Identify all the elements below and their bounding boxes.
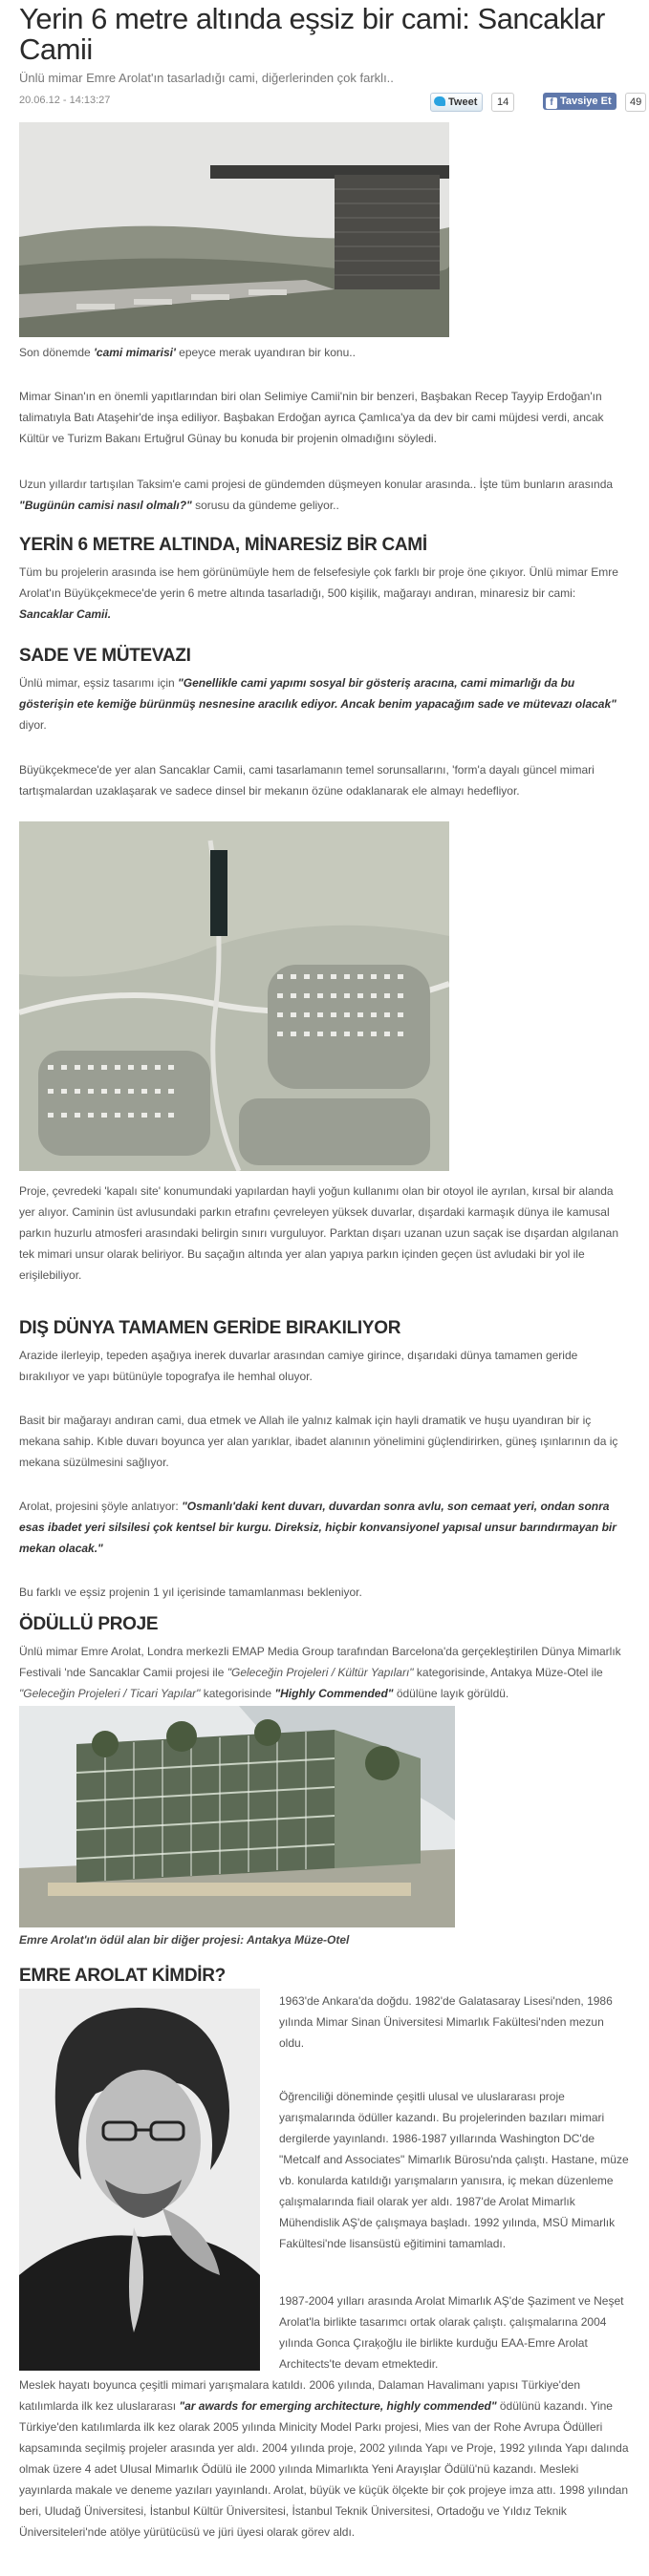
sec2-paragraph-1 [19,672,631,735]
museum-hotel-illustration [19,1706,455,1927]
meta-row [19,91,642,116]
heading-underground-mosque: YERİN 6 METRE ALTINDA, MİNARESİZ BİR CAMİ [19,535,427,555]
tweet-count: 14 [491,93,514,112]
heading-outside-world: DIŞ DÜNYA TAMAMEN GERİDE BIRAKILIYOR [19,1318,401,1338]
article-title: Yerin 6 metre altında eşsiz bir cami: Sancaklar Camii [19,2,605,66]
sec1-paragraph-1 [19,562,631,625]
sec4-p1-text-3: kategorisinde [200,1687,275,1700]
intro-p3-text-end: sorusu da gündeme geliyor.. [191,499,339,512]
bio-paragraph-4 [19,2374,631,2543]
twitter-bird-icon [434,96,445,106]
sec3-p3-text: Arolat, projesini şöyle anlatıyor: [19,1500,183,1513]
hero-mosque-render [19,122,449,337]
bio-paragraph-1: 1963'de Ankara'da doğdu. 1982'de Galatasaray Lisesi'nden, 1986 yılında Mimar Sinan Üniversitesi Mimarlık Fakültesi'nden mezun oldu. [279,1994,613,2050]
intro-paragraph-2: Mimar Sinan'ın en önemli yapıtlarından biri olan Selimiye Camii'nin bir benzeri, Başbakan Recep Tayyip Erdoğan'ın talimatıyla Batı Ataşehir'de inşa ediliyor. Başbakan Erdoğan ayrıca Çamlıca'ya da dev bir cami müjdesi verdi, ancak Kültür ve Turizm Bakanı Ertuğrul Günay bu konuda bir projenin olmadığını söyledi. [19,390,604,445]
intro-p1-text: Son dönemde [19,346,95,359]
facebook-recommend-button[interactable] [543,93,617,110]
bio-p4-text-end: ödülünü kazandı. Yine Türkiye'den katılımlarda ilk kez olarak 2005 yılında Minicity Model Parkı projesi, Mies van der Rohe Avrupa Ödülleri kapsamında seçilmiş projeler arasında yer aldı. 2004 yılında proje, 2002 yılında Yapı ve Proje, 1992 yılında Yapı dalında olmak üzere 4 adet Ulusal Mimarlık Ödülü ile 2000 yılında Mimarlıkta Yeni Arayışlar Ödülü'nü kazandı. Mesleki yayınlarda makale ve deneme yazıları yayınlandı. Arolat, büyük ve küçük ölçekte bir çok projeye imza attı. 1998 yılından beri, Uludağ Üniversitesi, İstanbul Kültür Üniversitesi, İstanbul Teknik Üniversitesi, Ortadoğu ve Yıldız Teknik Üniversiteleri'nde atölye yürütücüsü ve jüri üyesi olarak görev aldı. [19,2399,629,2539]
sec3-paragraph-3 [19,1496,631,1559]
heading-simple-modest: SADE VE MÜTEVAZI [19,646,191,666]
sec4-p1-category-1: "Geleceğin Projeleri / Kültür Yapıları" [227,1666,414,1679]
mosque-render-illustration [19,122,449,337]
sec4-paragraph-1 [19,1641,631,1704]
tweet-button[interactable] [430,93,483,112]
bio-paragraph-3: 1987-2004 yılları arasında Arolat Mimarlık AŞ'de Şaziment ve Neşet Arolat'la birlikte tasarımcı ortak olarak çalıştı. çalışmalarına 2004 yılında Gonca Çıraķoğlu ile birlikte kurduğu EAA-Emre Arolat Architects'te devam etmektedir. [279,2294,624,2371]
sec1-p1-text: Tüm bu projelerin arasında ise hem görünümüyle hem de felsefesiyle çok farklı bir proje öne çıkıyor. Ünlü mimar Emre Arolat'ın Büyükçekmece'de yerin 6 metre altında tasarladığı, 500 kişilik, mağarayı andıran, minaresiz bir cami: [19,565,618,600]
intro-paragraph-1 [19,342,631,363]
sec3-paragraph-4: Bu farklı ve eşsiz projenin 1 yıl içerisinde tamamlanması bekleniyor. [19,1586,362,1599]
sec1-p1-emphasis: Sancaklar Camii. [19,607,112,621]
facebook-count: 49 [625,93,646,112]
sec4-p1-category-2: "Geleceğin Projeleri / Ticari Yapılar" [19,1687,201,1700]
article-date: 20.06.12 - 14:13:27 [19,95,111,106]
sec2-paragraph-3: Proje, çevredeki 'kapalı site' konumundaki yapılardan hayli yoğun kullanımı olan bir otoyol ile ayrılan, kırsal bir alanda yer alıyor. Caminin üst avlusundaki parkın etrafını çevreleyen yüksek duvarlar, dışardaki karmaşık dünya ile kamusal parkın huzurlu atmosferi arasındaki belirgin sınırı vurguluyor. Parktan dışarı uzanan uzun saçak ise dışardan algılanan tek mimari unsur olarak beliriyor. Bu saçağın altında yer alan yapıya parkın içinden geçen üst avludaki bir yol ile erişilebiliyor. [19,1184,619,1282]
tweet-label: Tweet [448,96,478,108]
aerial-site-illustration [19,821,449,1171]
sec2-p1-text-end: diyor. [19,718,47,732]
sec4-p1-text-end: ödülüne layık görüldü. [393,1687,509,1700]
sec2-p1-quote: "Genellikle cami yapımı sosyal bir gösteriş aracına, cami mimarlığı da bu gösterişin ete kemiğe bürünmüş nesnesine aracılık ediyor. Ancak benim yapacağım sade ve mütevazı olacak" [19,676,617,711]
heading-who-is-emre-arolat: EMRE AROLAT KİMDİR? [19,1966,226,1986]
sec3-paragraph-1: Arazide ilerleyip, tepeden aşağıya inerek duvarlar arasından camiye girince, dışarıdaki dünya tamamen geride bırakılıyor ve yapı bütünüyle topografya ile hemhal oluyor. [19,1349,578,1383]
article [19,0,642,2539]
facebook-label: Tavsiye Et [560,96,612,107]
bio-p4-award: "ar awards for emerging architecture, highly commended" [179,2399,497,2413]
aerial-site-photo [19,821,449,1171]
intro-p3-text: Uzun yıllardır tartışılan Taksim'e cami projesi de gündemden düşmeyen konular arasında.. İşte tüm bunların arasında [19,478,614,491]
bio-paragraph-2: Öğrenciliği döneminde çeşitli ulusal ve uluslararası proje yarışmalarında ödüller kazandı. Bu projelerinden bazıları mimari dergilerde yayınlandı. 1986-1987 yıllarında Washington DC'de "Metcalf and Associates" Mimarlık Bürosu'nda çalıştı. Hastane, müze vb. konularda katıldığı yarışmaların yanısıra, iç mekan düzenleme çalışmalarında fiail olarak yer aldı. 1987'de Arolat Mimarlık Mühendislik AŞ'de çalışmaya başladı. 1992 yılında, MSÜ Mimarlık Fakültesi'nde lisansüstü eğitimini tamamladı. [279,2090,629,2250]
article-subtitle: Ünlü mimar Emre Arolat'ın tasarladığı cami, diğerlerinden çok farklı.. [19,71,394,85]
intro-paragraph-3 [19,474,631,516]
sec4-p1-text: Ünlü mimar Emre Arolat, Londra merkezli EMAP Media Group tarafından Barcelona'da gerçekleştirilen Dünya Mimarlık Festivali 'nde Sancaklar Camii projesi ile [19,1645,621,1679]
sec4-p1-text-2: kategorisinde, Antakya Müze-Otel ile [413,1666,603,1679]
bio-p4-text: Meslek hayatı boyunca çeşitli mimari yarışmalara katıldı. 2006 yılında, Dalaman Havalimanı yapısı Türkiye'den katılımlarda ilk kez uluslararası [19,2378,580,2413]
intro-p1-text-end: epeyce merak uyandıran bir konu.. [175,346,356,359]
antakya-museum-hotel-render [19,1706,455,1927]
sec2-p1-text: Ünlü mimar, eşsiz tasarımı için [19,676,179,690]
facebook-icon: f [546,97,557,109]
emre-arolat-portrait [19,1989,260,2371]
antakya-caption: Emre Arolat'ın ödül alan bir diğer projesi: Antakya Müze-Otel [19,1933,350,1947]
sec2-paragraph-2: Büyükçekmece'de yer alan Sancaklar Camii, cami tasarlamanın temel sorunsallarını, 'form'a dayalı güncel mimari tartışmalardan uzaklaşarak ve sadece dinsel bir mekanın özüne odaklanarak ele almayı hedefliyor. [19,763,595,798]
portrait-illustration [19,1989,260,2371]
sec4-p1-award: "Highly Commended" [274,1687,394,1700]
sec3-p3-quote: "Osmanlı'daki kent duvarı, duvardan sonra avlu, son cemaat yeri, ondan sonra esas ibadet yeri silsilesi çok kentsel bir kurgu. Direksiz, hiçbir konvansiyonel yapısal unsur barındırmayan bir mekan olacak." [19,1500,617,1555]
intro-p1-emphasis: 'cami mimarisi' [94,346,176,359]
intro-p3-quote: "Bugünün camisi nasıl olmalı?" [19,499,192,512]
sec3-paragraph-2: Basit bir mağarayı andıran cami, dua etmek ve Allah ile yalnız kalmak için hayli dramatik ve huşu uyandıran bir iç mekana sahip. Kıble duvarı boyunca yer alan yarıklar, ibadet alanının yönelimini güçlendirirken, güneş ışınlarının da iç mekana süzülmesini sağlıyor. [19,1414,618,1469]
heading-award-project: ÖDÜLLÜ PROJE [19,1614,159,1634]
